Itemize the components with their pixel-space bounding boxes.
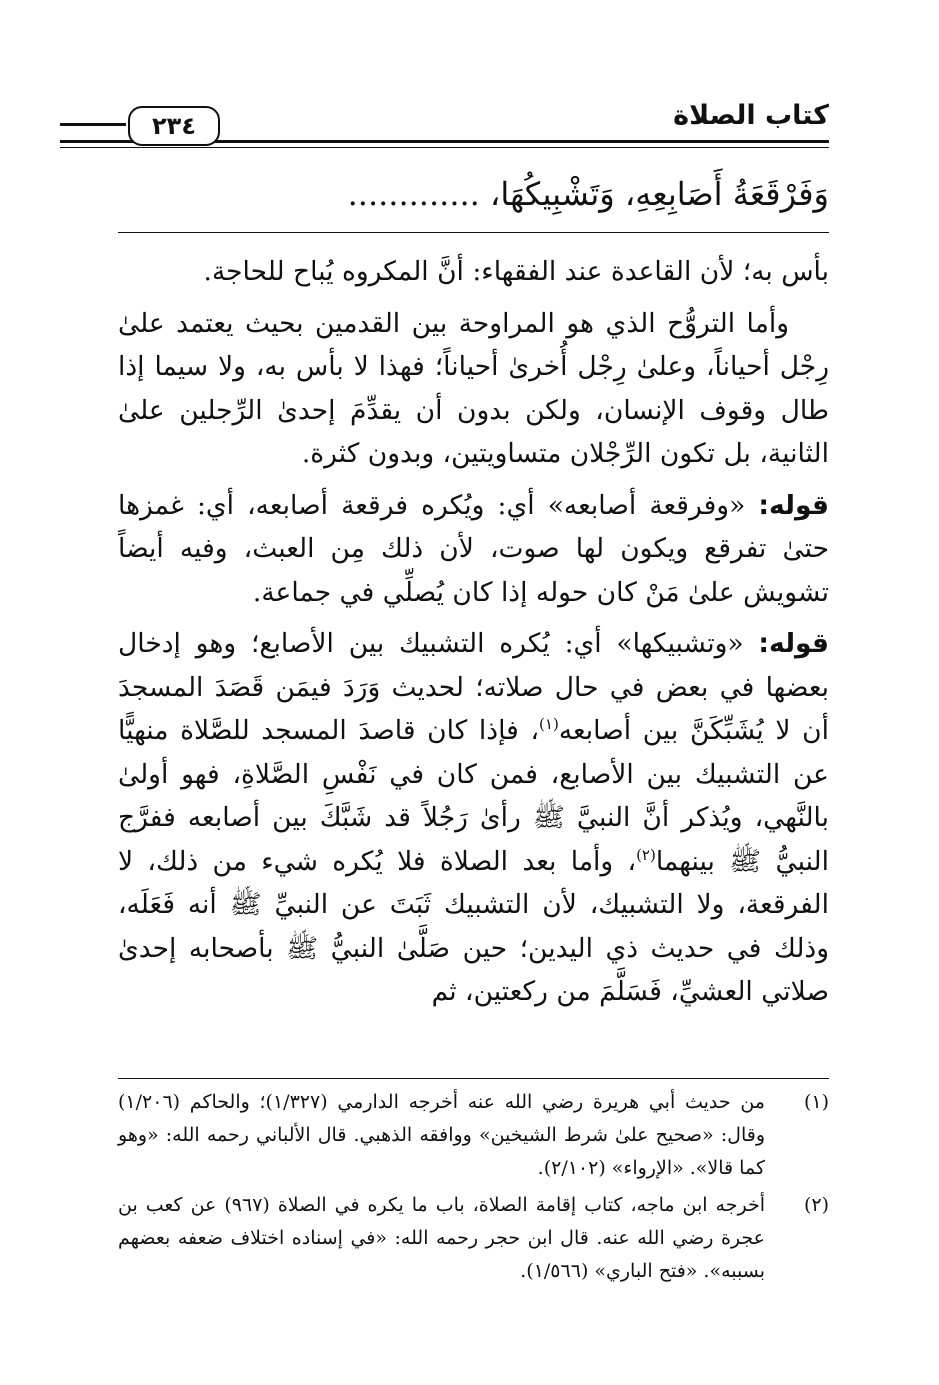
- page-number: ٢٣٤: [128, 106, 220, 146]
- footnote-ref-1[interactable]: (١): [539, 715, 559, 734]
- footnote-divider: [118, 1078, 829, 1079]
- header-rule-thin: [60, 147, 829, 148]
- footnote-ref-2[interactable]: (٢): [636, 845, 656, 864]
- matn-text: وَفَرْقَعَةُ أَصَابِعِهِ، وَتَشْبِيكُهَا، .............: [347, 175, 829, 213]
- paragraph-3: [118, 484, 829, 615]
- commentary-body: [118, 250, 829, 1022]
- paragraph-4-text-a: «وتشبيكها» أي: يُكره التشبيك بين الأصابع؛ وهو إدخال بعضها في بعض في حال صلاته؛ لحديث وَرَدَ فيمَن قَصَدَ المسجدَ أن لا يُشَبِّكَنَّ بين أصابعه: [118, 628, 829, 746]
- qawluhu-label: قوله:: [758, 489, 829, 521]
- footnote-number: (١): [803, 1091, 829, 1113]
- footnote-1: [118, 1086, 829, 1185]
- footnote-text: من حديث أبي هريرة رضي الله عنه أخرجه الدارمي (١/٣٢٧)؛ والحاكم (١/٢٠٦) وقال: «صحيح علىٰ شرط الشيخين» ووافقه الذهبي. قال الألباني رحمه الله: «وهو كما قالا». «الإرواء» (٢/١٠٢).: [118, 1091, 765, 1179]
- book-title: كتاب الصلاة: [673, 100, 829, 131]
- paragraph-4: [118, 622, 829, 1014]
- paragraph-4-text-b: ، فإذا كان قاصدَ المسجد للصَّلاة منهيًّا عن التشبيك بين الأصابع، فمن كان في نَفْسِ الصَّلاةِ، فهو أولىٰ بالنَّهي، ويُذكر أنَّ النبيَّ ﷺ رأىٰ رَجُلاً قد شَبَّكَ بين أصابعه ففرَّج النبيُّ ﷺ بينهما: [118, 715, 829, 877]
- paragraph-3-text: «وفرقعة أصابعه» أي: ويُكره فرقعة أصابعه، أي: غمزها حتىٰ تفرقع ويكون لها صوت، لأن ذلك مِن العبث، وفيه أيضاً تشويش علىٰ مَنْ كان حوله إذا كان يُصلِّي في جماعة.: [118, 489, 829, 608]
- paragraph-2: وأما التروُّح الذي هو المراوحة بين القدمين بحيث يعتمد علىٰ رِجْل أحياناً، وعلىٰ رِجْل أُخرىٰ أحياناً؛ فهذا لا بأس به، ولا سيما إذا طال وقوف الإنسان، ولكن بدون أن يقدِّمَ إحدىٰ الرِّجلين علىٰ الثانية، بل تكون الرِّجْلان متساويتين، وبدون كثرة.: [118, 307, 829, 469]
- footnotes: [118, 1086, 829, 1292]
- footnote-text: أخرجه ابن ماجه، كتاب إقامة الصلاة، باب ما يكره في الصلاة (٩٦٧) عن كعب بن عجرة رضي الله عنه. قال ابن حجر رحمه الله: «في إسناده اختلاف ضعفه بعضهم بسببه». «فتح الباري» (١/٥٦٦).: [118, 1194, 765, 1282]
- qawluhu-label: قوله:: [758, 628, 829, 659]
- paragraph-4-text-c: ، وأما بعد الصلاة فلا يُكره شيء من ذلك، لا الفرقعة، ولا التشبيك، لأن التشبيك ثَبَتَ عن النبيِّ ﷺ أنه فَعَلَه، وذلك في حديث ذي اليدين؛ حين صَلَّىٰ النبيُّ ﷺ بأصحابه إحدىٰ صلاتي العشيِّ، فَسَلَّمَ من ركعتين، ثم: [118, 845, 829, 1007]
- footnote-number: (٢): [803, 1194, 829, 1216]
- paragraph-1: بأس به؛ لأن القاعدة عند الفقهاء: أنَّ المكروه يُباح للحاجة.: [203, 256, 829, 287]
- header-dash: [60, 123, 126, 126]
- matn-divider: [118, 232, 829, 233]
- footnote-2: [118, 1189, 829, 1288]
- page-header: [60, 96, 829, 152]
